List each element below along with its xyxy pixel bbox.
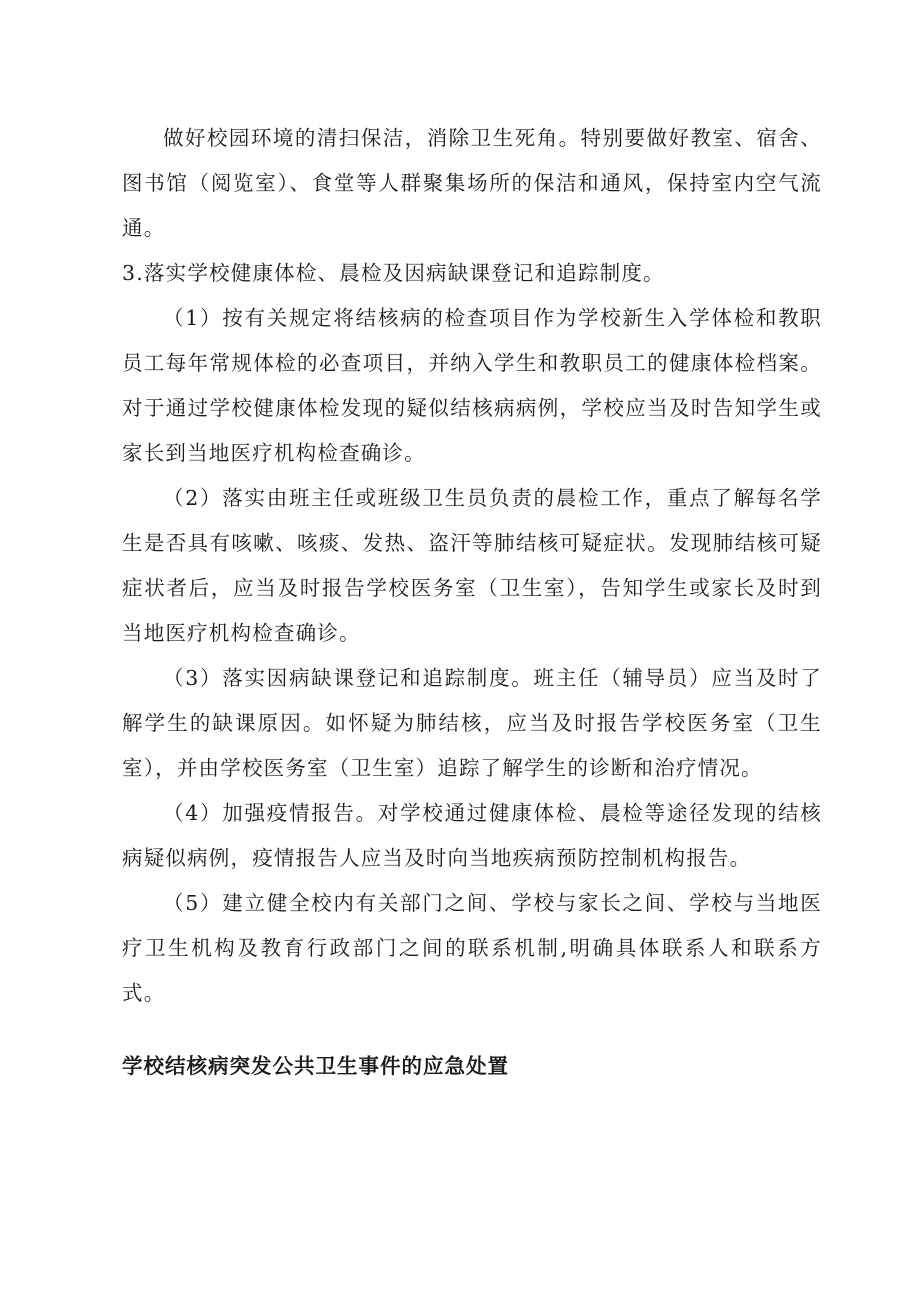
paragraph-item-5: （5）建立健全校内有关部门之间、学校与家长之间、学校与当地医疗卫生机构及教育行政部门之间的联系机制,明确具体联系人和联系方式。 [122, 891, 822, 1005]
heading-health-check-system: 3.落实学校健康体检、晨检及因病缺课登记和追踪制度。 [122, 261, 665, 285]
paragraph-item-2: （2）落实由班主任或班级卫生员负责的晨检工作，重点了解每名学生是否具有咳嗽、咳痰、发热、盗汗等肺结核可疑症状。发现肺结核可疑症状者后，应当及时报告学校医务室（卫生室），告知学生或家长及时到当地医疗机构检查确诊。 [122, 486, 822, 645]
paragraph-item-4: （4）加强疫情报告。对学校通过健康体检、晨检等途径发现的结核病疑似病例，疫情报告人应当及时向当地疾病预防控制机构报告。 [122, 801, 822, 870]
section-title: 学校结核病突发公共卫生事件的应急处置 [122, 1054, 509, 1078]
paragraph-cleaning: 做好校园环境的清扫保洁，消除卫生死角。特别要做好教室、宿舍、图书馆（阅览室）、食堂等人群聚集场所的保洁和通风，保持室内空气流通。 [122, 126, 822, 240]
paragraph-item-3: （3）落实因病缺课登记和追踪制度。班主任（辅导员）应当及时了解学生的缺课原因。如怀疑为肺结核，应当及时报告学校医务室（卫生室），并由学校医务室（卫生室）追踪了解学生的诊断和治疗情况。 [122, 666, 822, 780]
paragraph-item-1: （1）按有关规定将结核病的检查项目作为学校新生入学体检和教职员工每年常规体检的必查项目，并纳入学生和教职员工的健康体检档案。对于通过学校健康体检发现的疑似结核病病例，学校应当及时告知学生或家长到当地医疗机构检查确诊。 [122, 306, 822, 465]
document-body [122, 116, 822, 1089]
